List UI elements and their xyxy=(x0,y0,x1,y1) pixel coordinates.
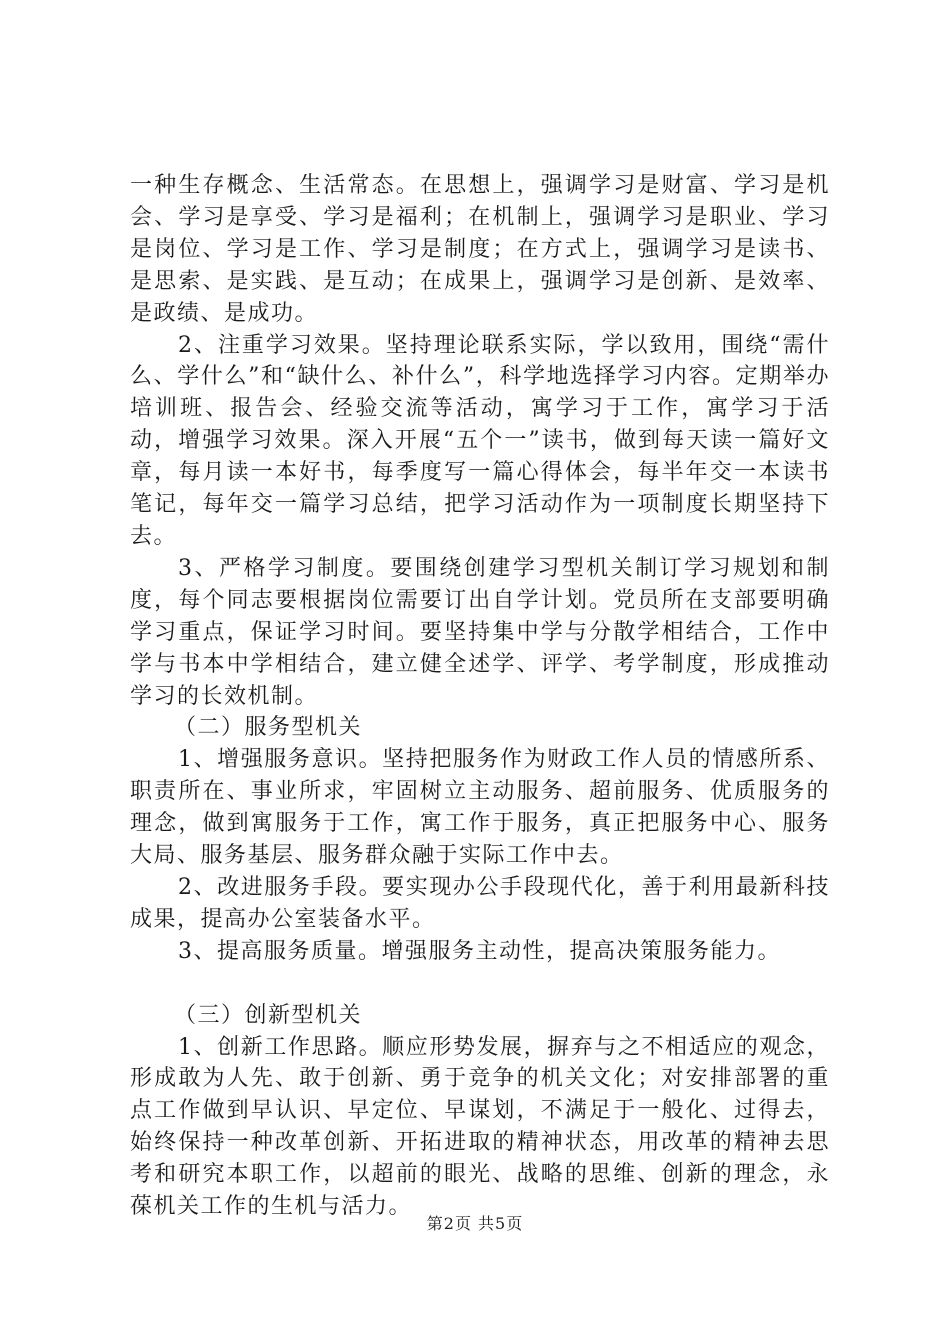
paragraph-service-awareness: 1、增强服务意识。坚持把服务作为财政工作人员的情感所系、职责所在、事业所求，牢固树立主动服务、超前服务、优质服务的理念，做到寓服务于工作，寓工作于服务，真正把服务中心、服务大局、服务基层、服务群众融于实际工作中去。 xyxy=(130,747,830,869)
paragraph-innovation-thinking: 1、创新工作思路。顺应形势发展，摒弃与之不相适应的观念，形成敢为人先、敢于创新、勇于竞争的机关文化；对安排部署的重点工作做到早认识、早定位、早谋划，不满足于一般化、过得去，始终保持一种改革创新、开拓进取的精神状态，用改革的精神去思考和研究本职工作，以超前的眼光、战略的思维、创新的理念，永葆机关工作的生机与活力。 xyxy=(130,1034,830,1220)
paragraph-service-quality: 3、提高服务质量。增强服务主动性，提高决策服务能力。 xyxy=(178,938,781,964)
paragraph-service-means: 2、改进服务手段。要实现办公手段现代化，善于利用最新科技成果，提高办公室装备水平。 xyxy=(130,874,830,932)
page-number-footer: 第2页 共5页 xyxy=(426,1214,524,1233)
paragraph-learning-effect: 2、注重学习效果。坚持理论联系实际，学以致用，围绕“需什么、学什么”和“缺什么、补什么”，科学地选择学习内容。定期举办培训班、报告会、经验交流等活动，寓学习于工作，寓学习于活动，增强学习效果。深入开展“五个一”读书，做到每天读一篇好文章，每月读一本好书，每季度写一篇心得体会，每半年交一本读书笔记，每年交一篇学习总结，把学习活动作为一项制度长期坚持下去。 xyxy=(130,332,830,549)
paragraph-learning-system: 3、严格学习制度。要围绕创建学习型机关制订学习规划和制度，每个同志要根据岗位需要订出自学计划。党员所在支部要明确学习重点，保证学习时间。要坚持集中学与分散学相结合，工作中学与书本中学相结合，建立健全述学、评学、考学制度，形成推动学习的长效机制。 xyxy=(130,555,830,709)
paragraph-learning-concept: 一种生存概念、生活常态。在思想上，强调学习是财富、学习是机会、学习是享受、学习是福利；在机制上，强调学习是职业、学习是岗位、学习是工作、学习是制度；在方式上，强调学习是读书、是思索、是实践、是互动；在成果上，强调学习是创新、是效率、是政绩、是成功。 xyxy=(130,173,830,326)
section-heading-service: （二）服务型机关 xyxy=(174,715,363,741)
document-body xyxy=(130,170,830,1223)
section-heading-innovation: （三）创新型机关 xyxy=(174,1002,363,1028)
